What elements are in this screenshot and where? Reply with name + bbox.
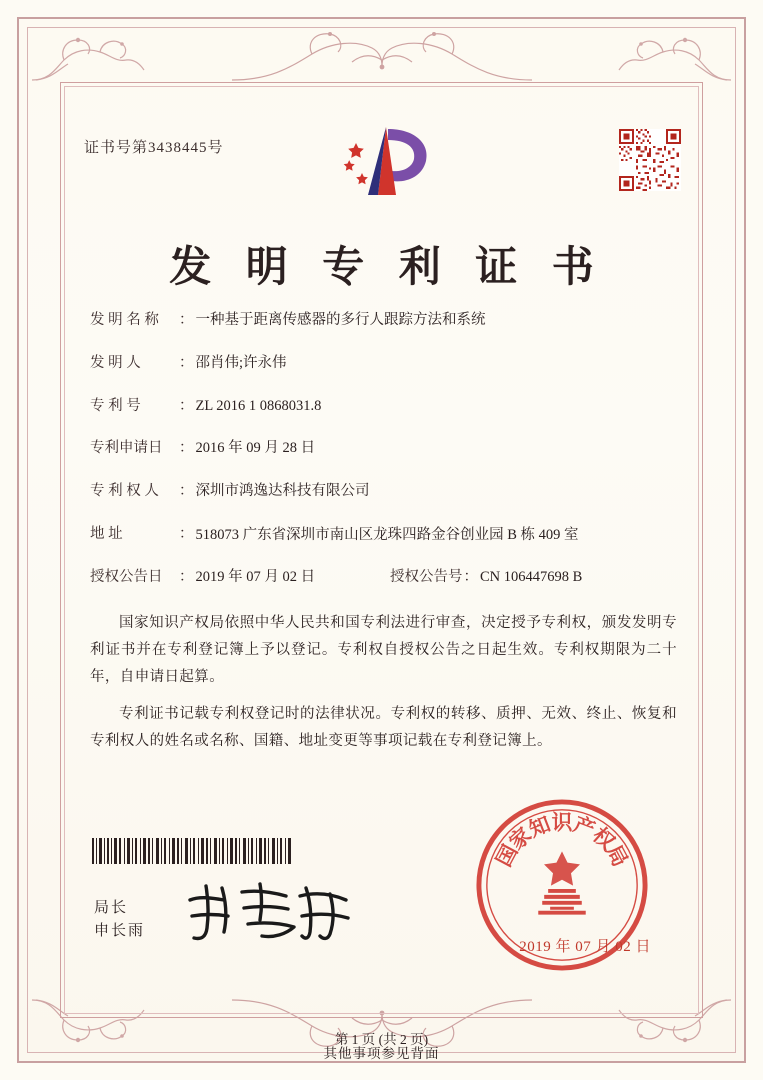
field-invention-name — [90, 310, 677, 332]
field-value: 518073 广东省深圳市南山区龙珠四路金谷创业园 B 栋 409 室 — [195, 526, 579, 543]
corner-flourish-icon — [613, 30, 733, 84]
corner-flourish-icon — [30, 30, 150, 84]
signature-block — [94, 897, 145, 942]
field-label: 专利申请日 ： — [90, 440, 194, 457]
svg-text:知: 知 — [526, 813, 554, 842]
page-title: 发 明 专 利 证 书 — [169, 245, 606, 291]
svg-text:局: 局 — [601, 841, 631, 871]
field-grant-row — [90, 567, 677, 589]
field-value: 邵肖伟;许永伟 — [195, 354, 287, 371]
certificate-content — [64, 86, 699, 1047]
svg-text:家: 家 — [505, 824, 537, 855]
director-label: 局长 — [94, 900, 129, 916]
cnipa-logo-icon — [322, 121, 442, 201]
field-value: 深圳市鸿逸达科技有限公司 — [195, 483, 370, 499]
certificate-number: 证书号第3438445号 — [84, 140, 224, 156]
svg-text:识: 识 — [551, 812, 573, 835]
field-application-date — [90, 438, 677, 460]
field-address — [90, 524, 677, 546]
director-name: 申长雨 — [94, 922, 146, 939]
field-grant-number — [390, 567, 582, 589]
field-label: 专 利 权 人 ： — [90, 483, 194, 499]
field-label: 授权公告日 ： — [90, 569, 194, 586]
field-label: 发 明 人 ： — [90, 354, 194, 371]
svg-text:权: 权 — [587, 824, 619, 855]
field-value: ZL 2016 1 0868031.8 — [195, 397, 322, 414]
field-label: 地 址 ： — [90, 525, 194, 542]
field-label: 授权公告号： — [390, 569, 478, 586]
seal-date: 2019 年 07 月 02 日 — [519, 939, 651, 955]
svg-text:产: 产 — [570, 813, 598, 842]
field-label: 专 利 号 ： — [90, 397, 194, 414]
field-value: 一种基于距离传感器的多行人跟踪方法和系统 — [195, 312, 486, 328]
page-number: 第 1 页 (共 2 页) — [334, 1032, 429, 1047]
field-inventor — [90, 353, 677, 375]
field-grant-date — [90, 567, 390, 589]
qr-code-icon — [619, 129, 681, 191]
field-patent-number — [90, 396, 677, 418]
paragraph-2: 专利证书记载专利权登记时的法律状况。专利权的转移、质押、无效、终止、恢复和专利权人的姓名或名称、国籍、地址变更等事项记载在专利登记簿上。 — [90, 706, 677, 750]
field-value: 2016 年 09 月 28 日 — [195, 440, 316, 457]
svg-text:国: 国 — [493, 841, 523, 871]
field-patentee — [90, 481, 677, 503]
field-value: CN 106447698 B — [480, 569, 583, 586]
fields-block — [90, 310, 677, 755]
field-label: 发 明 名 称 ： — [90, 312, 194, 328]
barcode-icon — [92, 838, 292, 864]
handwritten-signature-icon — [182, 878, 362, 946]
paragraph-1: 国家知识产权局依照中华人民共和国专利法进行审查，决定授予专利权，颁发发明专利证书并在专利登记簿上予以登记。专利权自授权公告之日起生效。专利权期限为二十年，自申请日起算。 — [90, 614, 677, 685]
field-value: 2019 年 07 月 02 日 — [195, 569, 316, 586]
top-ornament-icon — [232, 26, 532, 84]
footnote: 其他事项参见背面 — [323, 1046, 440, 1061]
